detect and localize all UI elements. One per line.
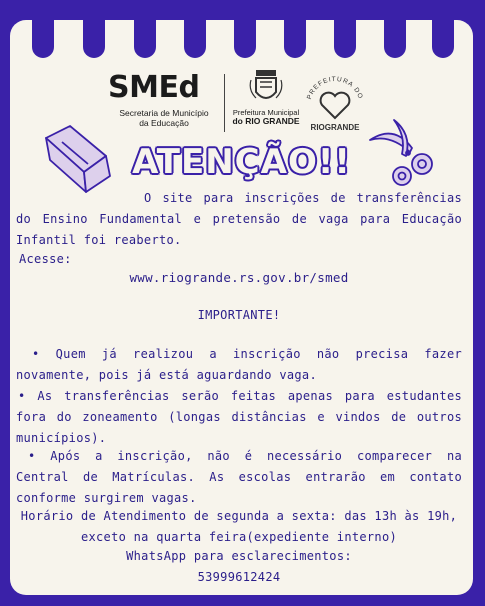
prefeitura-name [232,108,300,126]
logo-divider [224,74,225,132]
site-link[interactable]: www.riogrande.rs.gov.br/smed [129,270,349,285]
smed-logo: SMEd [108,70,200,105]
page-title: ATENÇÃO!! [132,142,351,182]
smed-subtitle-line: Secretaria de Município [119,108,209,118]
riogrande-logo-bottom-text: RIOGRANDE [310,123,360,132]
binder-hole [234,20,256,58]
binder-hole [334,20,356,58]
list-item: • As transferências serão feitas apenas para estudantes fora do zoneamento (longas distâncias e vindos de outros municípios). [16,389,462,445]
binder-hole [432,20,454,58]
list-item: • Após a inscrição, não é necessário comparecer na Central de Matrículas. As escolas entrarão em contato conforme surgirem vagas. [16,449,462,505]
heart-logo-icon [300,68,370,138]
intro-text: O site para inscrições de transferências do Ensino Fundamental e pretensão de vaga para Educação Infantil foi reaberto. [16,191,462,247]
binder-hole [284,20,306,58]
access-label: Acesse: [19,252,72,266]
binder-hole [83,20,105,58]
hours-text: Horário de Atendimento de segunda a sexta: das 13h às 19h, exceto na quarta feira(expediente interno) [20,509,458,544]
prefeitura-line-bold: do RIO GRANDE [232,116,300,126]
binder-hole [184,20,206,58]
scissors-icon [366,118,446,190]
binder-hole [134,20,156,58]
whatsapp-label: WhatsApp para esclarecimentos: [126,549,352,563]
binder-hole [384,20,406,58]
prefeitura-line: Prefeitura Municipal [232,108,300,117]
whatsapp-number[interactable]: 53999612424 [197,570,281,584]
riogrande-logo-top-text: PREFEITURA DO [305,75,365,101]
notice-card [10,20,473,595]
important-label: IMPORTANTE! [197,308,281,322]
smed-subtitle-line: da Educação [139,118,189,128]
city-crest-icon [248,68,284,106]
list-item: • Quem já realizou a inscrição não precisa fazer novamente, pois já está aguardando vaga. [16,347,462,382]
binder-hole [32,20,54,58]
smed-subtitle [108,108,220,128]
